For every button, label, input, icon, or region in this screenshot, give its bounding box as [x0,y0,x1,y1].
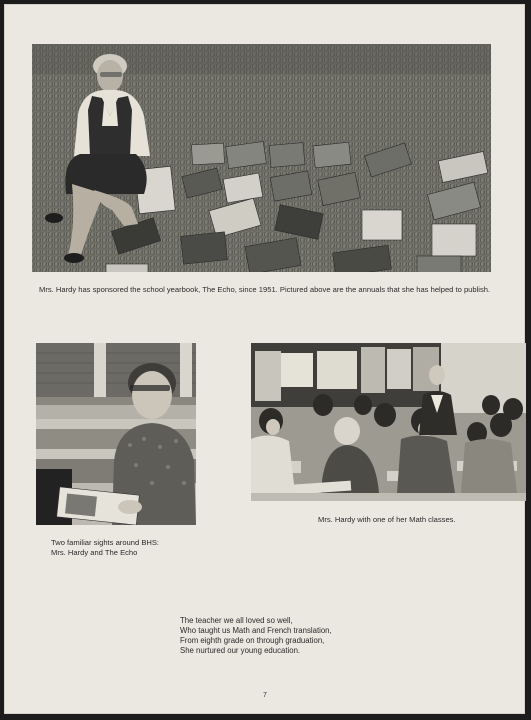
poem [180,616,332,656]
yearbooks-photo [32,44,491,272]
classroom-photo-image [251,343,526,501]
page-number: 7 [263,692,267,699]
poem-line: The teacher we all loved so well, [180,616,293,625]
left-caption-line-1: Two familiar sights around BHS: [51,538,160,547]
poem-line: Who taught us Math and French translation, [180,626,332,636]
yearbooks-photo-image [32,44,491,272]
poem-line: She nurtured our young education. [180,646,301,656]
left-photo-caption [51,538,211,557]
poem-line: From eighth grade on through graduation, [180,636,325,646]
yearbook-page [4,4,525,714]
portrait-photo-image [36,343,196,525]
left-caption-line-2: Mrs. Hardy and The Echo [51,547,138,557]
top-photo-caption: Mrs. Hardy has sponsored the school yearbook, The Echo, since 1951. Pictured above are the annuals that she has helped to publish. [39,285,491,294]
right-photo-caption: Mrs. Hardy with one of her Math classes. [318,515,456,524]
classroom-photo [251,343,526,501]
portrait-photo [36,343,196,525]
